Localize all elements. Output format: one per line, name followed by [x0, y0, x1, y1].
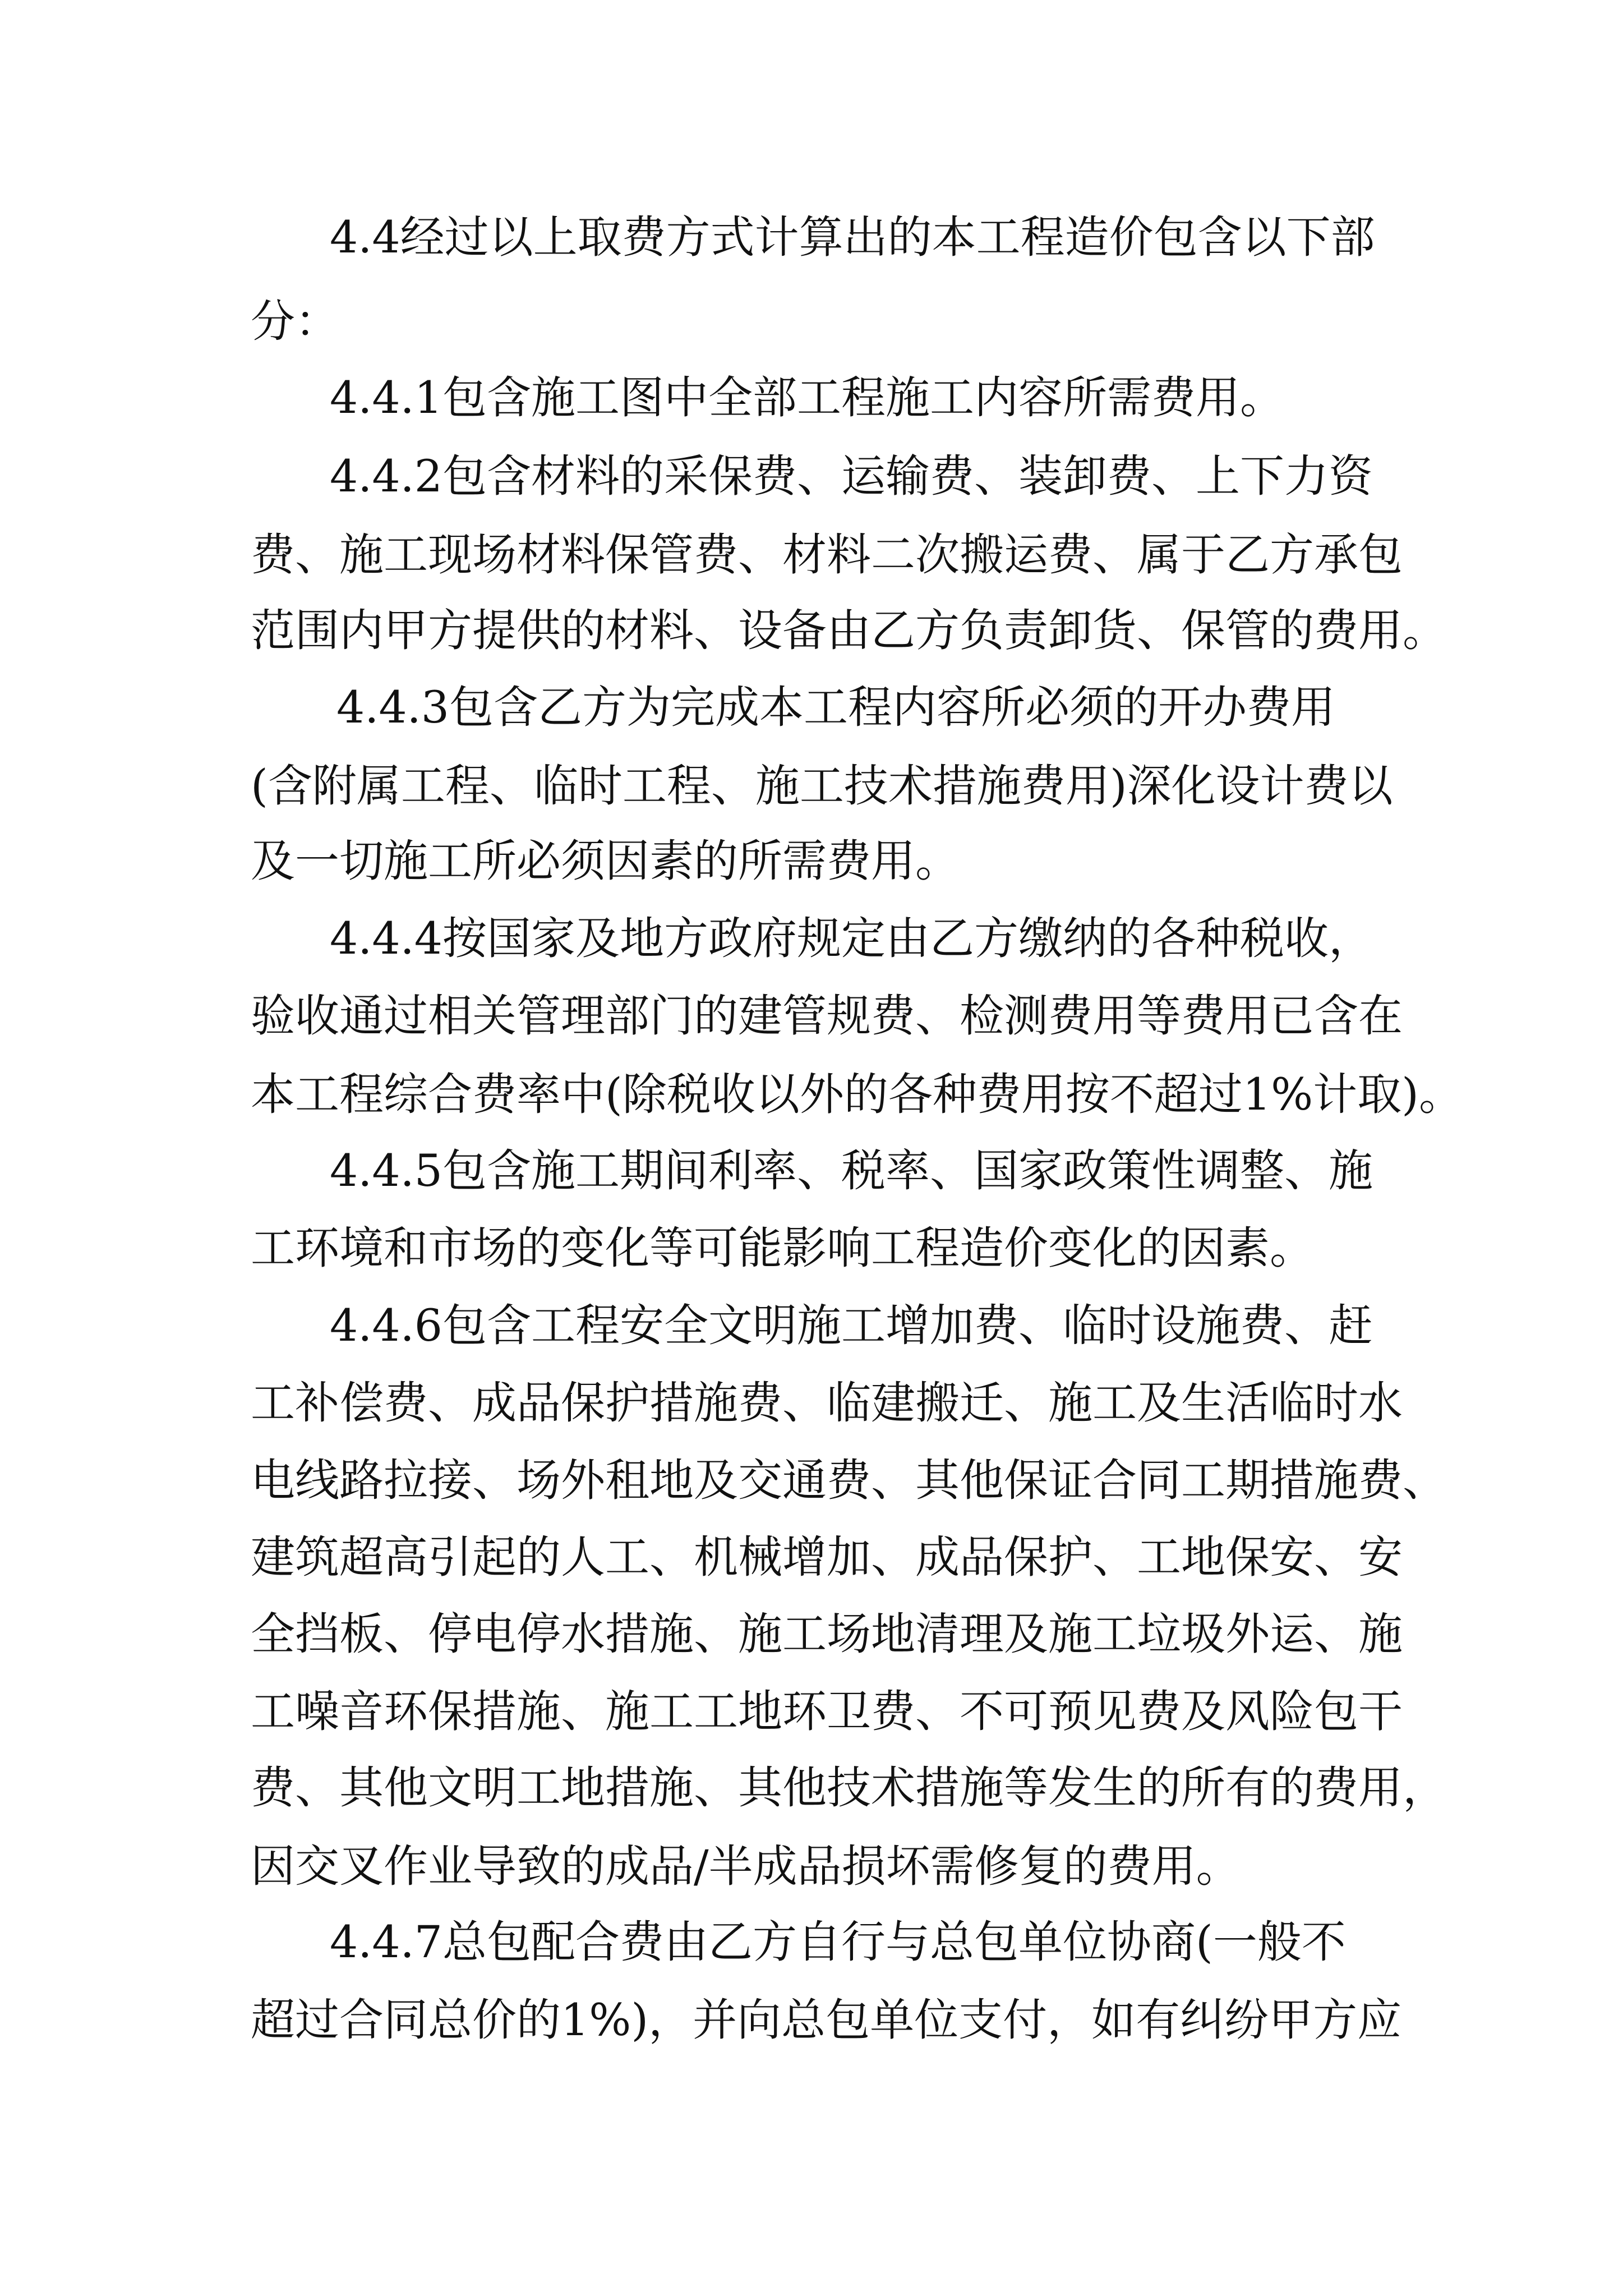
clause-4-4-6-line-4: 建筑超高引起的人工、机械增加、成品保护、工地保安、安 [251, 1531, 1403, 1583]
clause-4-4-6-line-7: 费、其他文明工地措施、其他技术措施等发生的所有的费用， [251, 1762, 1447, 1814]
clause-4-4-4-line-2: 验收通过相关管理部门的建管规费、检测费用等费用已含在 [251, 990, 1403, 1042]
clause-4-4-6-line-8: 因交叉作业导致的成品/半成品损坏需修复的费用。 [251, 1841, 1241, 1892]
clause-4-4-5-line-2: 工环境和市场的变化等可能影响工程造价变化的因素。 [251, 1222, 1314, 1274]
clause-4-4-7-line-1: 4.4.7总包配合费由乙方自行与总包单位协商(一般不 [330, 1916, 1346, 1968]
clause-4-4-7-line-2: 超过合同总价的1%)，并向总包单位支付，如有纠纷甲方应 [251, 1994, 1402, 2046]
clause-4-4-2-line-1: 4.4.2包含材料的采保费、运输费、装卸费、上下力资 [330, 450, 1373, 502]
clause-4-4-3-line-1: 4.4.3包含乙方为完成本工程内容所必须的开办费用 [336, 682, 1336, 733]
clause-4-4-heading-line-2: 分： [251, 296, 339, 347]
clause-4-4-6-line-2: 工补偿费、成品保护措施费、临建搬迁、施工及生活临时水 [251, 1377, 1403, 1429]
clause-4-4-3-line-2: (含附属工程、临时工程、施工技术措施费用)深化设计费以 [251, 760, 1393, 812]
clause-4-4-2-line-3: 范围内甲方提供的材料、设备由乙方负责卸货、保管的费用。 [251, 605, 1447, 656]
clause-4-4-6-line-1: 4.4.6包含工程安全文明施工增加费、临时设施费、赶 [330, 1300, 1373, 1351]
clause-4-4-4-line-3: 本工程综合费率中(除税收以外的各种费用按不超过1%计取)。 [251, 1069, 1463, 1120]
clause-4-4-1-line-1: 4.4.1包含施工图中全部工程施工内容所需费用。 [330, 372, 1285, 424]
clause-4-4-2-line-2: 费、施工现场材料保管费、材料二次搬运费、属于乙方承包 [251, 529, 1403, 581]
clause-4-4-5-line-1: 4.4.5包含施工期间利率、税率、国家政策性调整、施 [330, 1145, 1373, 1197]
clause-4-4-6-line-5: 全挡板、停电停水措施、施工场地清理及施工垃圾外运、施 [251, 1608, 1403, 1660]
clause-4-4-6-line-6: 工噪音环保措施、施工工地环卫费、不可预见费及风险包干 [251, 1686, 1403, 1737]
clause-4-4-3-line-3: 及一切施工所必须因素的所需费用。 [251, 835, 960, 887]
clause-4-4-6-line-3: 电线路拉接、场外租地及交通费、其他保证合同工期措施费、 [251, 1455, 1447, 1506]
clause-4-4-heading-line-1: 4.4经过以上取费方式计算出的本工程造价包含以下部 [330, 211, 1375, 263]
clause-4-4-4-line-1: 4.4.4按国家及地方政府规定由乙方缴纳的各种税收， [330, 913, 1373, 964]
